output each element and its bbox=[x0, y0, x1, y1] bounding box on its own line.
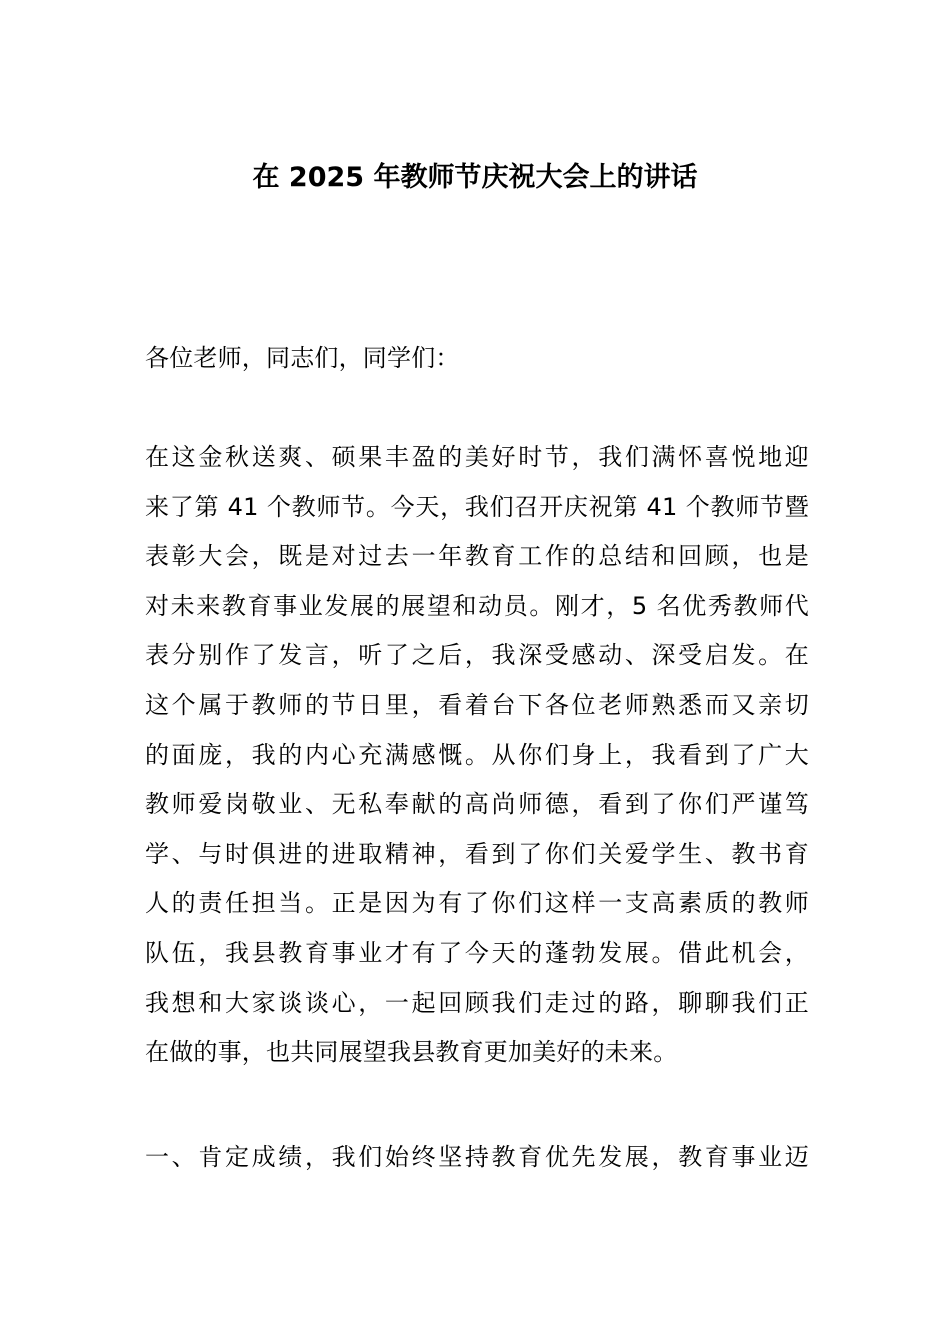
section-heading-line: 一、肯定成绩，我们始终坚持教育优先发展，教育事业迈 bbox=[145, 1143, 809, 1171]
paragraph-line: 在做的事，也共同展望我县教育更加美好的未来。 bbox=[145, 1038, 678, 1067]
paragraph-line: 表分别作了发言，听了之后，我深受感动、深受启发。在 bbox=[145, 641, 809, 670]
paragraph-line: 对未来教育事业发展的展望和动员。刚才，5 名优秀教师代 bbox=[145, 591, 809, 620]
document-title: 在 2025 年教师节庆祝大会上的讲话 bbox=[252, 162, 698, 193]
paragraph-1 bbox=[145, 433, 809, 1078]
paragraph-line: 这个属于教师的节日里，看着台下各位老师熟悉而又亲切 bbox=[145, 690, 809, 719]
paragraph-line: 的面庞，我的内心充满感慨。从你们身上，我看到了广大 bbox=[145, 740, 809, 769]
salutation bbox=[145, 334, 809, 384]
paragraph-line: 来了第 41 个教师节。今天，我们召开庆祝第 41 个教师节暨 bbox=[145, 492, 809, 521]
paragraph-line: 我想和大家谈谈心，一起回顾我们走过的路，聊聊我们正 bbox=[145, 988, 809, 1017]
paragraph-line: 表彰大会，既是对过去一年教育工作的总结和回顾，也是 bbox=[145, 542, 809, 571]
paragraph-line: 教师爱岗敬业、无私奉献的高尚师德，看到了你们严谨笃 bbox=[145, 790, 809, 819]
salutation-line: 各位老师，同志们，同学们： bbox=[145, 344, 460, 372]
paragraph-line: 队伍，我县教育事业才有了今天的蓬勃发展。借此机会， bbox=[145, 938, 809, 967]
paragraph-line: 在这金秋送爽、硕果丰盈的美好时节，我们满怀喜悦地迎 bbox=[145, 443, 809, 471]
paragraph-line: 学、与时俱进的进取精神，看到了你们关爱学生、教书育 bbox=[145, 839, 809, 868]
paragraph-line: 人的责任担当。正是因为有了你们这样一支高素质的教师 bbox=[145, 889, 809, 918]
section-heading-1 bbox=[145, 1133, 809, 1183]
